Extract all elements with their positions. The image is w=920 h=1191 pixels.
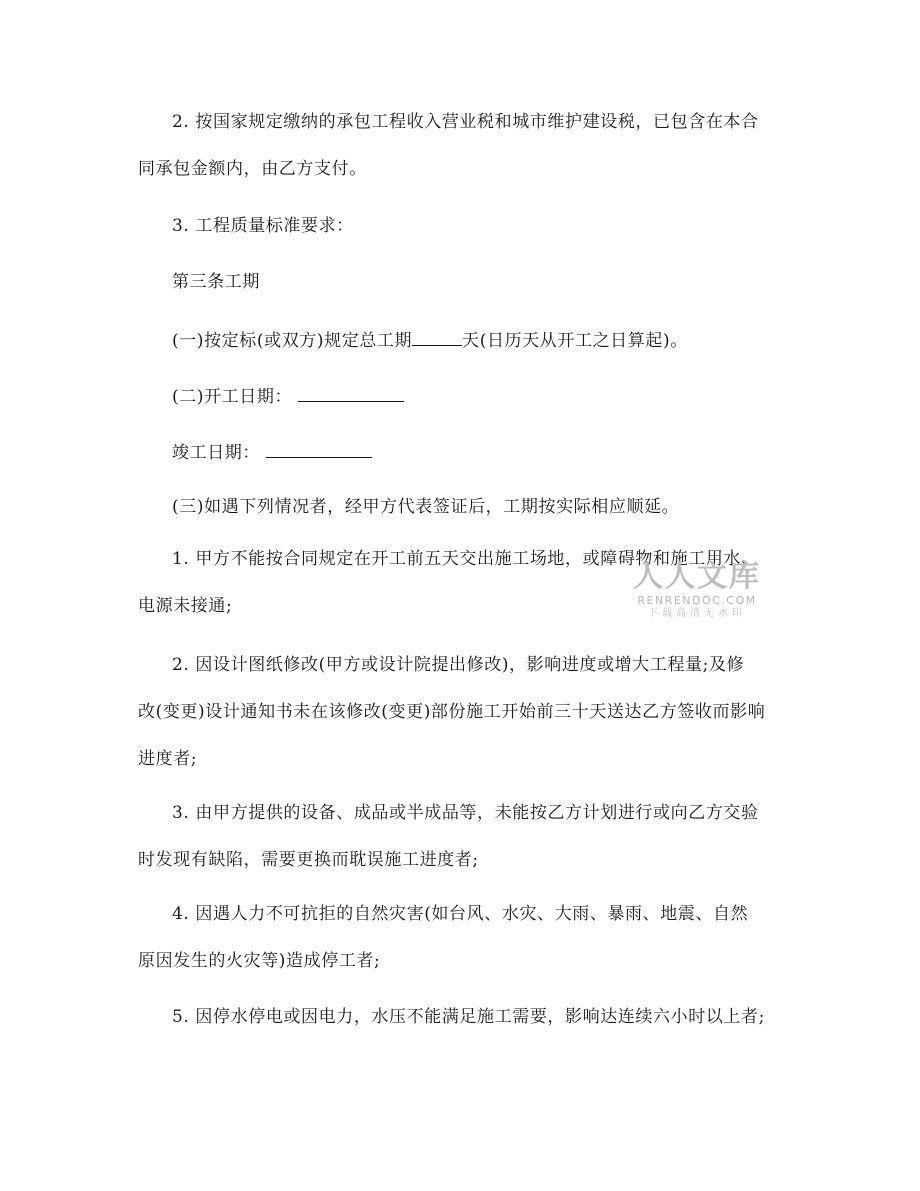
- section-heading-article-3: 第三条工期: [172, 272, 260, 292]
- item-2-line-2: 改(变更)设计通知书未在该修改(变更)部份施工开始前三十天送达乙方签收而影响: [138, 702, 766, 722]
- paragraph-extension-conditions: (三)如遇下列情况者，经甲方代表签证后，工期按实际相应顺延。: [172, 497, 680, 517]
- watermark-title: 人人文库: [633, 559, 761, 594]
- watermark-logo: [622, 560, 772, 620]
- completion-date-label: 竣工日期：: [172, 443, 260, 463]
- item-2-line-1: 2. 因设计图纸修改(甲方或设计院提出修改)，影响进度或增大工程量;及修: [172, 655, 745, 675]
- item-3-line-2: 时发现有缺陷，需要更换而耽误施工进度者;: [138, 850, 479, 870]
- item-5-line-1: 5. 因停水停电或因电力，水压不能满足施工需要，影响达连续六小时以上者;: [172, 1007, 765, 1027]
- watermark-domain: RENRENDOC.COM: [637, 594, 757, 607]
- total-duration-suffix: 天(日历天从开工之日算起)。: [462, 331, 688, 351]
- paragraph-tax-line-2: 同承包金额内，由乙方支付。: [138, 159, 367, 179]
- total-duration-blank: [412, 329, 462, 346]
- item-4-line-2: 原因发生的火灾等)造成停工者;: [138, 951, 381, 971]
- item-3-line-1: 3. 由甲方提供的设备、成品或半成品等，未能按乙方计划进行或向乙方交验: [172, 803, 759, 823]
- paragraph-quality-standard: 3. 工程质量标准要求：: [172, 216, 354, 236]
- watermark-subtitle: 下载高清无水印: [648, 608, 746, 619]
- item-4-line-1: 4. 因遇人力不可抗拒的自然灾害(如台风、水灾、大雨、暴雨、地震、自然: [172, 904, 749, 924]
- paragraph-start-date: [172, 385, 404, 407]
- paragraph-completion-date: [172, 441, 372, 463]
- start-date-label: (二)开工日期：: [172, 387, 293, 407]
- item-1-line-2: 电源未接通;: [138, 596, 233, 616]
- start-date-blank: [298, 385, 404, 402]
- item-1-line-1: 1. 甲方不能按合同规定在开工前五天交出施工场地，或障碍物和施工用水、: [172, 549, 759, 569]
- paragraph-total-duration: [172, 329, 688, 351]
- paragraph-tax-line-1: 2. 按国家规定缴纳的承包工程收入营业税和城市维护建设税，已包含在本合: [172, 112, 759, 132]
- total-duration-label: (一)按定标(或双方)规定总工期: [172, 331, 413, 351]
- item-2-line-3: 进度者;: [138, 749, 198, 769]
- completion-date-blank: [266, 441, 372, 458]
